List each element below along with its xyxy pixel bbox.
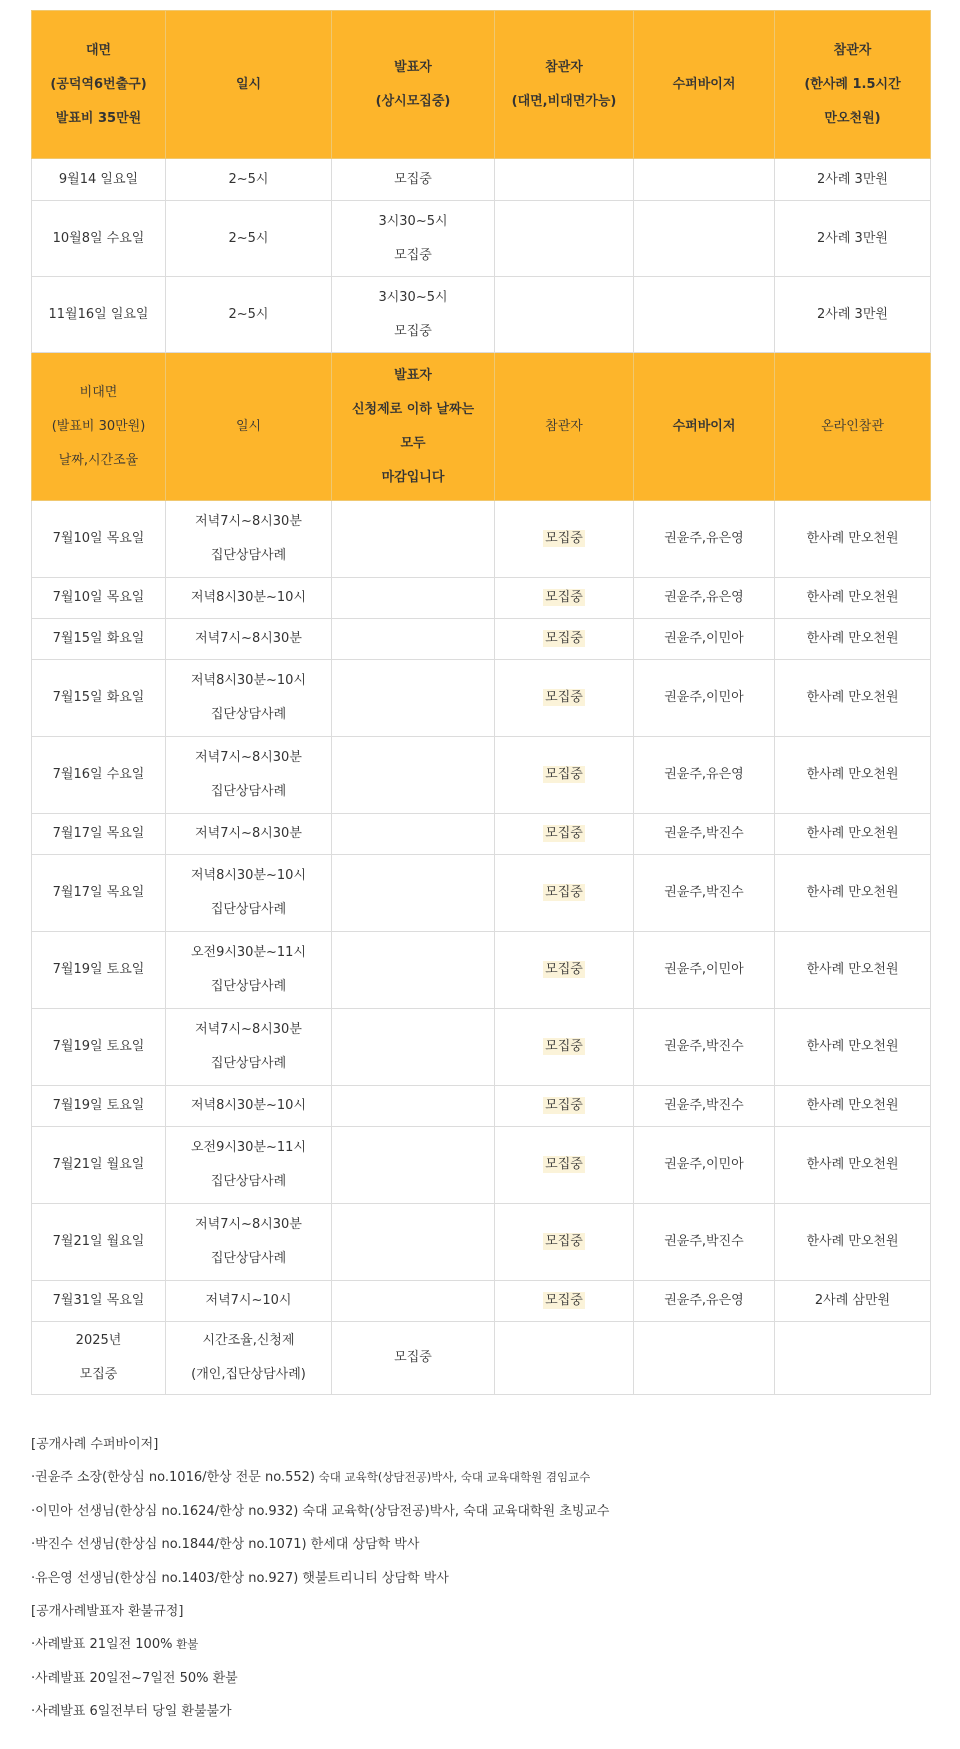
time-cell	[166, 501, 332, 578]
time-cell	[166, 1009, 332, 1086]
time-cell	[166, 201, 332, 277]
supervisor-cell	[634, 855, 775, 932]
schedule-table	[31, 10, 931, 1395]
fee-cell	[775, 737, 931, 814]
cell-text: 7월19일 토요일	[52, 962, 145, 977]
date-cell	[32, 1204, 166, 1281]
cell-text: 모집중	[545, 690, 583, 705]
cell-text: 모집중	[545, 1234, 583, 1249]
cell-text: 7월17일 목요일	[52, 885, 145, 900]
time-cell	[166, 619, 332, 660]
cell-text: 권윤주,유은영	[664, 531, 744, 546]
cell-line: (공덕역6번출구)	[50, 76, 147, 92]
time-cell	[166, 660, 332, 737]
cell-text: 2사례 3만원	[817, 306, 888, 322]
date-cell	[32, 855, 166, 932]
cell-line: 오전9시30분~11시	[190, 1140, 307, 1155]
time-cell	[166, 1127, 332, 1204]
cell-line: 발표비 35만원	[55, 110, 142, 126]
cell-line: 저녁8시30분~10시	[190, 673, 307, 688]
cell-text: 권윤주,박진수	[664, 826, 744, 841]
cell-line: 신청제로 이하 날짜는	[351, 401, 475, 417]
cell-text: 7월16일 수요일	[52, 767, 145, 782]
table-row	[32, 932, 931, 1009]
supervisor-cell	[634, 932, 775, 1009]
cell-line: (한사례 1.5시간	[804, 76, 901, 92]
table-row	[32, 619, 931, 660]
cell-line: 오전9시30분~11시	[190, 945, 307, 960]
cell-text: 모집중	[545, 1098, 583, 1113]
cell-line: 저녁7시~10시	[205, 1293, 292, 1308]
fee-cell	[775, 1322, 931, 1395]
supervisor-cell	[634, 660, 775, 737]
time-cell	[166, 1204, 332, 1281]
presenter-cell	[332, 1086, 495, 1127]
observer-cell	[495, 201, 634, 277]
cell-line: 저녁8시30분~10시	[190, 1098, 307, 1113]
cell-text: 한사례 만오천원	[806, 1039, 899, 1054]
cell-line: (발표비 30만원)	[51, 418, 146, 434]
presenter-cell	[332, 619, 495, 660]
cell-text: 11월16일 일요일	[48, 306, 149, 322]
cell-line: 저녁7시~8시30분	[195, 1217, 302, 1232]
header-cell	[32, 353, 166, 501]
cell-text: 모집중	[545, 531, 583, 546]
cell-text: 모집중	[394, 1350, 432, 1365]
cell-text: 권윤주,이민아	[664, 1157, 744, 1172]
supervisor-cell	[634, 619, 775, 660]
status-cell	[495, 1009, 634, 1086]
cell-line: 시간조율,신청제	[202, 1333, 295, 1348]
date-cell	[32, 1086, 166, 1127]
cell-text: 한사례 만오천원	[806, 631, 899, 646]
fee-cell	[775, 932, 931, 1009]
date-cell	[32, 1009, 166, 1086]
supervisor-cell	[634, 501, 775, 578]
fee-cell	[775, 855, 931, 932]
supervisor-cell	[634, 814, 775, 855]
fee-cell	[775, 277, 931, 353]
cell-text: 권윤주,박진수	[664, 885, 744, 900]
table-row	[32, 1127, 931, 1204]
presenter-cell	[332, 1322, 495, 1395]
status-cell	[495, 737, 634, 814]
presenter-cell	[332, 855, 495, 932]
table-header-row	[32, 11, 931, 159]
status-cell	[495, 814, 634, 855]
status-cell	[495, 855, 634, 932]
notes-section	[31, 1428, 931, 1729]
cell-line: 집단상담사례	[210, 979, 287, 994]
supervisor-line: ·이민아 선생님(한상심 no.1624/한상 no.932) 숙대 교육학(상담전공)박사, 숙대 교육대학원 초빙교수	[31, 1503, 610, 1519]
cell-line: 저녁7시~8시30분	[195, 631, 302, 646]
supervisor-cell	[634, 201, 775, 277]
table-row	[32, 277, 931, 353]
cell-line: 집단상담사례	[210, 1251, 287, 1266]
supervisor-cell	[634, 277, 775, 353]
time-cell	[166, 814, 332, 855]
time-cell	[166, 1322, 332, 1395]
cell-line: 집단상담사례	[210, 784, 287, 799]
cell-line: 저녁8시30분~10시	[190, 868, 307, 883]
table-row	[32, 737, 931, 814]
cell-text: 한사례 만오천원	[806, 690, 899, 705]
cell-text: 2~5시	[228, 306, 269, 322]
presenter-cell	[332, 1204, 495, 1281]
time-cell	[166, 1086, 332, 1127]
cell-line: 2025년	[75, 1333, 122, 1348]
cell-line: 대면	[85, 42, 112, 58]
status-cell	[495, 501, 634, 578]
table-row	[32, 660, 931, 737]
table-row	[32, 1204, 931, 1281]
presenter-cell	[332, 159, 495, 201]
supervisor-cell	[634, 578, 775, 619]
fee-cell	[775, 501, 931, 578]
fee-cell	[775, 159, 931, 201]
cell-text: 수퍼바이저	[672, 418, 736, 434]
cell-text: 모집중	[545, 962, 583, 977]
date-cell	[32, 578, 166, 619]
header-cell	[495, 11, 634, 159]
cell-text: 한사례 만오천원	[806, 590, 899, 605]
supervisor-cell	[634, 737, 775, 814]
cell-text: 모집중	[545, 590, 583, 605]
cell-text: 2~5시	[228, 230, 269, 246]
cell-line: 참관자	[833, 42, 872, 58]
time-cell	[166, 737, 332, 814]
cell-text: 권윤주,유은영	[664, 1293, 744, 1308]
cell-text: 권윤주,이민아	[664, 962, 744, 977]
cell-text: 권윤주,이민아	[664, 631, 744, 646]
cell-line: 저녁7시~8시30분	[195, 750, 302, 765]
cell-text: 2사례 3만원	[817, 171, 888, 187]
supervisor-cell	[634, 1281, 775, 1322]
cell-text: 2사례 3만원	[817, 230, 888, 246]
cell-text: 일시	[235, 76, 262, 92]
table-row	[32, 855, 931, 932]
cell-line: 집단상담사례	[210, 707, 287, 722]
cell-text: 한사례 만오천원	[806, 767, 899, 782]
cell-text: 7월15일 화요일	[52, 631, 145, 646]
supervisor-line: ·박진수 선생님(한상심 no.1844/한상 no.1071) 한세대 상담학 박사	[31, 1537, 420, 1553]
cell-line: 마감입니다	[381, 469, 445, 485]
cell-line: 모두	[400, 435, 426, 451]
table-row	[32, 1281, 931, 1322]
notes-title-refund: [공개사례발표자 환불규정]	[31, 1603, 184, 1619]
fee-cell	[775, 1009, 931, 1086]
refund-line: ·사례발표 20일전~7일전 50% 환불	[31, 1670, 238, 1686]
header-cell	[166, 353, 332, 501]
table-row	[32, 1322, 931, 1395]
presenter-cell	[332, 660, 495, 737]
status-cell	[495, 1281, 634, 1322]
supervisor-cell	[634, 1086, 775, 1127]
cell-line: 참관자	[545, 59, 583, 75]
cell-text: 7월21일 월요일	[52, 1157, 145, 1172]
date-cell	[32, 814, 166, 855]
cell-text: 9월14 일요일	[58, 171, 139, 187]
observer-cell	[495, 277, 634, 353]
status-cell	[495, 578, 634, 619]
cell-text: 한사례 만오천원	[806, 962, 899, 977]
cell-text: 모집중	[545, 826, 583, 841]
cell-text: 한사례 만오천원	[806, 531, 899, 546]
cell-line: (상시모집중)	[375, 93, 451, 109]
status-cell	[495, 1204, 634, 1281]
time-cell	[166, 277, 332, 353]
table-row	[32, 501, 931, 578]
fee-cell	[775, 1086, 931, 1127]
cell-line: 만오천원)	[824, 110, 881, 126]
cell-text: 권윤주,박진수	[664, 1234, 744, 1249]
supervisor-cell	[634, 159, 775, 201]
table-row	[32, 578, 931, 619]
supervisor-cell	[634, 1322, 775, 1395]
header-cell	[166, 11, 332, 159]
fee-cell	[775, 578, 931, 619]
cell-text: 모집중	[545, 1157, 583, 1172]
cell-text: 모집중	[545, 767, 583, 782]
cell-text: 일시	[235, 418, 262, 434]
cell-text: 한사례 만오천원	[806, 885, 899, 900]
cell-line: 모집중	[394, 171, 432, 187]
cell-text: 모집중	[545, 885, 583, 900]
refund-line: ·사례발표 6일전부터 당일 환불불가	[31, 1704, 232, 1720]
fee-cell	[775, 814, 931, 855]
cell-text: 7월10일 목요일	[52, 531, 145, 546]
cell-text: 권윤주,박진수	[664, 1039, 744, 1054]
cell-text: 2~5시	[228, 171, 269, 187]
fee-cell	[775, 1127, 931, 1204]
header-cell	[634, 11, 775, 159]
supervisor-cell	[634, 1204, 775, 1281]
header-cell	[32, 11, 166, 159]
cell-line: 모집중	[394, 323, 432, 339]
cell-text: 모집중	[545, 1039, 583, 1054]
table-header-row	[32, 353, 931, 501]
presenter-cell	[332, 201, 495, 277]
date-cell	[32, 1281, 166, 1322]
time-cell	[166, 578, 332, 619]
supervisor-cell	[634, 1009, 775, 1086]
cell-line: 집단상담사례	[210, 902, 287, 917]
cell-line: 발표자	[394, 59, 432, 75]
table-row	[32, 814, 931, 855]
cell-text: 수퍼바이저	[672, 76, 736, 92]
cell-text: 한사례 만오천원	[806, 1234, 899, 1249]
date-cell	[32, 660, 166, 737]
header-cell	[775, 353, 931, 501]
table-row	[32, 1009, 931, 1086]
fee-cell	[775, 1281, 931, 1322]
cell-text: 2사례 삼만원	[814, 1293, 891, 1308]
presenter-cell	[332, 501, 495, 578]
notes-title-supervisors: [공개사례 수퍼바이저]	[31, 1437, 159, 1452]
fee-cell	[775, 201, 931, 277]
status-cell	[495, 1086, 634, 1127]
observer-cell	[495, 159, 634, 201]
cell-text: 권윤주,유은영	[664, 767, 744, 782]
table-row	[32, 1086, 931, 1127]
presenter-cell	[332, 932, 495, 1009]
time-cell	[166, 932, 332, 1009]
date-cell	[32, 159, 166, 201]
cell-text: 7월10일 목요일	[52, 590, 145, 605]
cell-text: 권윤주,유은영	[664, 590, 744, 605]
cell-text: 참관자	[545, 418, 583, 434]
date-cell	[32, 201, 166, 277]
cell-text: 모집중	[545, 631, 583, 646]
refund-line: ·사례발표 21일전 100% 환불	[31, 1637, 199, 1653]
cell-text: 권윤주,박진수	[664, 1098, 744, 1113]
header-cell	[332, 11, 495, 159]
cell-text: 7월19일 토요일	[52, 1098, 145, 1113]
status-cell	[495, 932, 634, 1009]
presenter-cell	[332, 737, 495, 814]
status-cell	[495, 660, 634, 737]
fee-cell	[775, 1204, 931, 1281]
date-cell	[32, 932, 166, 1009]
time-cell	[166, 855, 332, 932]
presenter-cell	[332, 1281, 495, 1322]
cell-line: 저녁7시~8시30분	[195, 826, 302, 841]
status-cell	[495, 619, 634, 660]
supervisor-line: ·유은영 선생님(한상심 no.1403/한상 no.927) 햇불트리니티 상담학 박사	[31, 1570, 449, 1586]
date-cell	[32, 619, 166, 660]
cell-text: 7월19일 토요일	[52, 1039, 145, 1054]
cell-text: 온라인참관	[821, 418, 884, 434]
cell-line: 모집중	[79, 1367, 118, 1382]
date-cell	[32, 737, 166, 814]
cell-line: 날짜,시간조율	[58, 452, 139, 468]
cell-line: 집단상담사례	[210, 548, 287, 563]
cell-text: 10월8일 수요일	[52, 230, 145, 246]
cell-line: (개인,집단상담사례)	[191, 1367, 306, 1382]
supervisor-line: ·권윤주 소장(한상심 no.1016/한상 전문 no.552) 숙대 교육학(상담전공)박사, 숙대 교육대학원 겸임교수	[31, 1470, 591, 1486]
cell-text: 7월15일 화요일	[52, 690, 145, 705]
cell-line: (대면,비대면가능)	[511, 93, 617, 109]
status-cell	[495, 1127, 634, 1204]
cell-line: 비대면	[79, 384, 118, 400]
cell-text: 7월21일 월요일	[52, 1234, 145, 1249]
cell-line: 저녁7시~8시30분	[195, 1022, 302, 1037]
date-cell	[32, 1322, 166, 1395]
cell-text: 7월31일 목요일	[52, 1293, 145, 1308]
cell-line: 집단상담사례	[210, 1174, 287, 1189]
cell-text: 모집중	[545, 1293, 583, 1308]
cell-text: 권윤주,이민아	[664, 690, 744, 705]
header-cell	[332, 353, 495, 501]
cell-text: 7월17일 목요일	[52, 826, 145, 841]
presenter-cell	[332, 1127, 495, 1204]
cell-line: 3시30~5시	[378, 289, 448, 305]
fee-cell	[775, 619, 931, 660]
observer-cell	[495, 1322, 634, 1395]
cell-line: 3시30~5시	[378, 213, 448, 229]
presenter-cell	[332, 814, 495, 855]
date-cell	[32, 501, 166, 578]
table-row	[32, 159, 931, 201]
header-cell	[634, 353, 775, 501]
cell-text: 한사례 만오천원	[806, 1098, 899, 1113]
presenter-cell	[332, 1009, 495, 1086]
time-cell	[166, 1281, 332, 1322]
cell-text: 한사례 만오천원	[806, 826, 899, 841]
fee-cell	[775, 660, 931, 737]
time-cell	[166, 159, 332, 201]
table-row	[32, 201, 931, 277]
cell-line: 모집중	[394, 247, 432, 263]
presenter-cell	[332, 277, 495, 353]
date-cell	[32, 277, 166, 353]
header-cell	[775, 11, 931, 159]
cell-line: 집단상담사례	[210, 1056, 287, 1071]
supervisor-cell	[634, 1127, 775, 1204]
cell-line: 저녁7시~8시30분	[195, 514, 302, 529]
cell-text: 한사례 만오천원	[806, 1157, 899, 1172]
cell-line: 발표자	[394, 367, 432, 383]
cell-line: 저녁8시30분~10시	[190, 590, 307, 605]
date-cell	[32, 1127, 166, 1204]
header-cell	[495, 353, 634, 501]
presenter-cell	[332, 578, 495, 619]
